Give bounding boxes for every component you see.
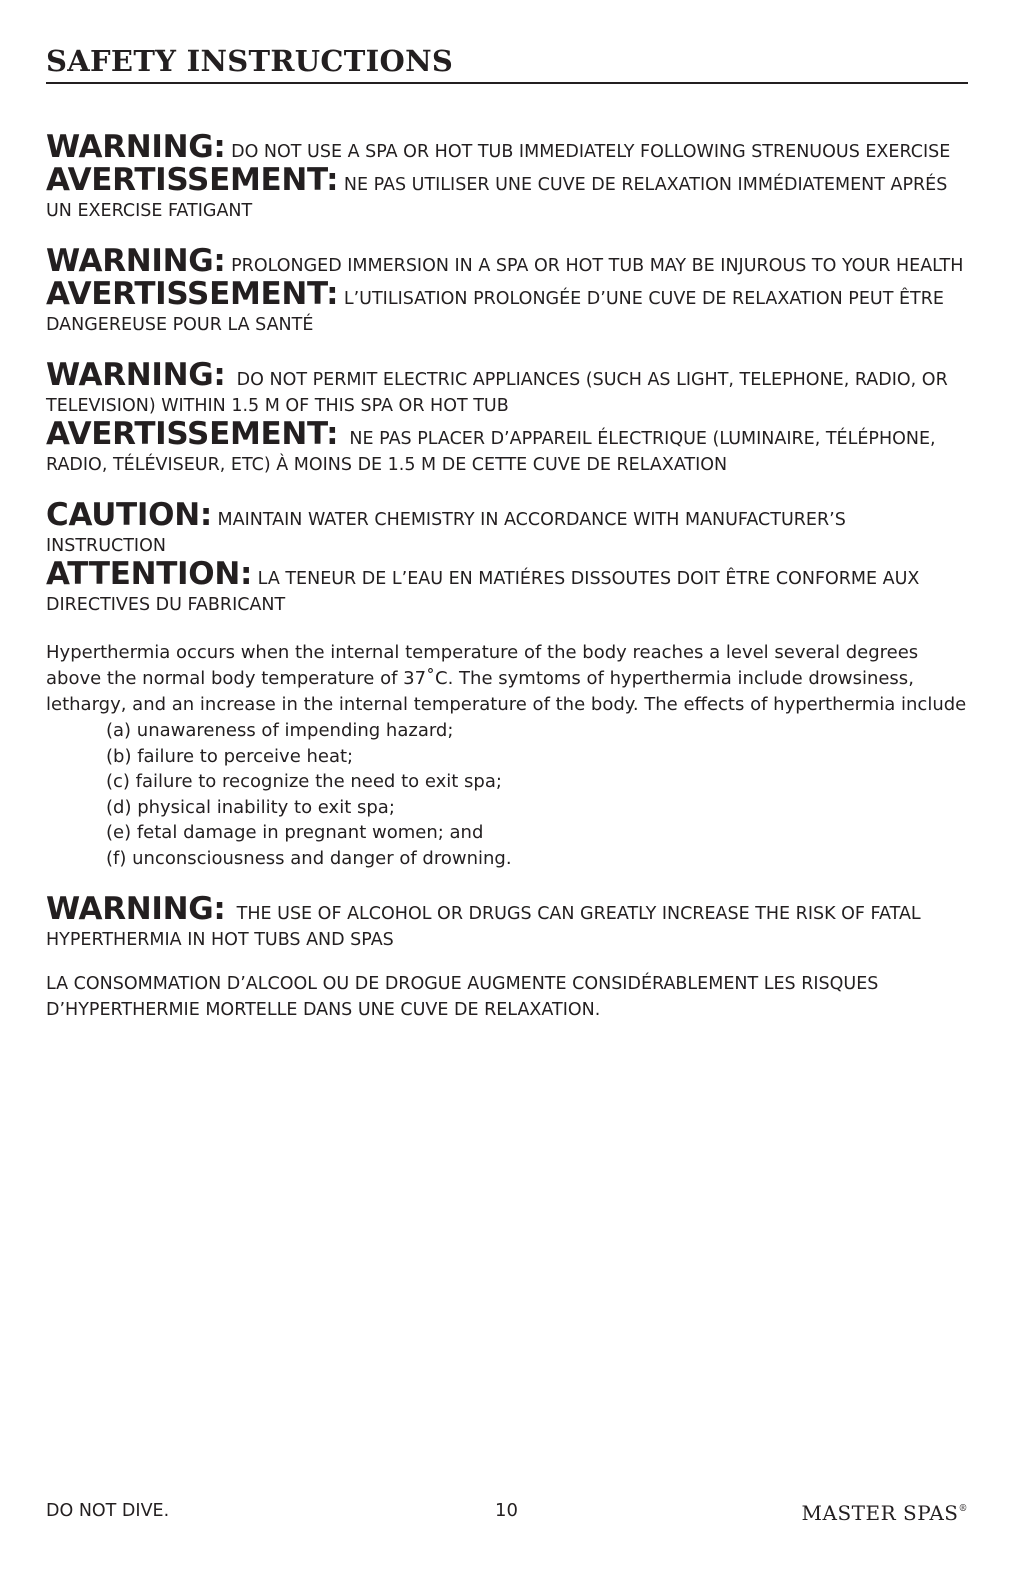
warning-immersion xyxy=(46,243,971,279)
notice-text: DO NOT USE A SPA OR HOT TUB IMMEDIATELY FOLLOWING STRENUOUS EXERCISE xyxy=(231,142,951,162)
alcohol-french-text: LA CONSOMMATION D’ALCOOL OU DE DROGUE AUGMENTE CONSIDÉRABLEMENT LES RISQUES D’HYPERTHERMIE MORTELLE DANS UNE CUVE DE RELAXATION. xyxy=(46,973,879,1020)
notice-text: NE PAS UTILISER UNE CUVE DE RELAXATION IMMÉDIATEMENT APRÉS UN EXERCISE FATIGANT xyxy=(46,175,948,221)
brand-name: MASTER SPAS xyxy=(801,1501,959,1525)
page-number: 10 xyxy=(495,1500,518,1521)
notice-text: DO NOT PERMIT ELECTRIC APPLIANCES (SUCH AS LIGHT, TELEPHONE, RADIO, OR TELEVISION) WITHIN 1.5 M OF THIS SPA OR HOT TUB xyxy=(46,370,948,416)
notice-label: AVERTISSEMENT: xyxy=(46,162,339,198)
notice-text: L’UTILISATION PROLONGÉE D’UNE CUVE DE RELAXATION PEUT ÊTRE DANGEREUSE POUR LA SANTÉ xyxy=(46,289,944,335)
warning-exercise xyxy=(46,129,971,165)
list-item: (f) unconsciousness and danger of drowning. xyxy=(106,847,512,869)
notice-label: WARNING: xyxy=(46,129,226,165)
list-item: (e) fetal damage in pregnant women; and xyxy=(106,822,484,844)
avertissement-appliances xyxy=(46,416,971,478)
notice-label: AVERTISSEMENT: xyxy=(46,276,339,312)
page-header xyxy=(46,38,968,84)
notice-label: WARNING: xyxy=(46,357,226,393)
list-item: (c) failure to recognize the need to exit spa; xyxy=(106,771,502,793)
list-item: (b) failure to perceive heat; xyxy=(106,745,354,767)
avertissement-exercise xyxy=(46,162,971,224)
notice-label: AVERTISSEMENT: xyxy=(46,416,339,452)
hyperthermia-paragraph: Hyperthermia occurs when the internal temperature of the body reaches a level several degrees above the normal body temperature of 37˚C. The symtoms of hyperthermia include drowsiness, lethargy, and an increase in the internal temperature of the body. The effects of hyperthermia include xyxy=(46,642,967,715)
notice-label: ATTENTION: xyxy=(46,556,253,592)
attention-water-chemistry xyxy=(46,556,971,618)
notice-text: THE USE OF ALCOHOL OR DRUGS CAN GREATLY INCREASE THE RISK OF FATAL HYPERTHERMIA IN HOT TUBS AND SPAS xyxy=(46,903,921,950)
list-item: (a) unawareness of impending hazard; xyxy=(106,720,454,741)
notice-text: NE PAS PLACER D’APPAREIL ÉLECTRIQUE (LUMINAIRE, TÉLÉPHONE, RADIO, TÉLÉVISEUR, ETC) À MOINS DE 1.5 M DE CETTE CUVE DE RELAXATION xyxy=(46,429,936,475)
warning-alcohol xyxy=(46,890,971,953)
page-title: SAFETY INSTRUCTIONS xyxy=(46,44,454,78)
notice-text: PROLONGED IMMERSION IN A SPA OR HOT TUB MAY BE INJUROUS TO YOUR HEALTH xyxy=(231,256,964,276)
notice-label: WARNING: xyxy=(46,243,226,279)
warning-appliances xyxy=(46,357,971,419)
caution-water-chemistry xyxy=(46,497,971,559)
footer-dive-notice: DO NOT DIVE. xyxy=(46,1501,170,1521)
list-item: (d) physical inability to exit spa; xyxy=(106,796,395,818)
brand-logo xyxy=(802,1498,968,1524)
avertissement-immersion xyxy=(46,276,971,338)
notice-label: WARNING: xyxy=(46,890,226,927)
notice-label: CAUTION: xyxy=(46,497,212,533)
notice-text: LA TENEUR DE L’EAU EN MATIÉRES DISSOUTES DOIT ÊTRE CONFORME AUX DIRECTIVES DU FABRICANT xyxy=(46,569,920,615)
hyperthermia-effects-list xyxy=(46,718,971,872)
notice-text: MAINTAIN WATER CHEMISTRY IN ACCORDANCE WITH MANUFACTURER’S INSTRUCTION xyxy=(46,510,846,556)
registered-mark: ® xyxy=(958,1504,968,1514)
page-content xyxy=(46,129,971,1023)
